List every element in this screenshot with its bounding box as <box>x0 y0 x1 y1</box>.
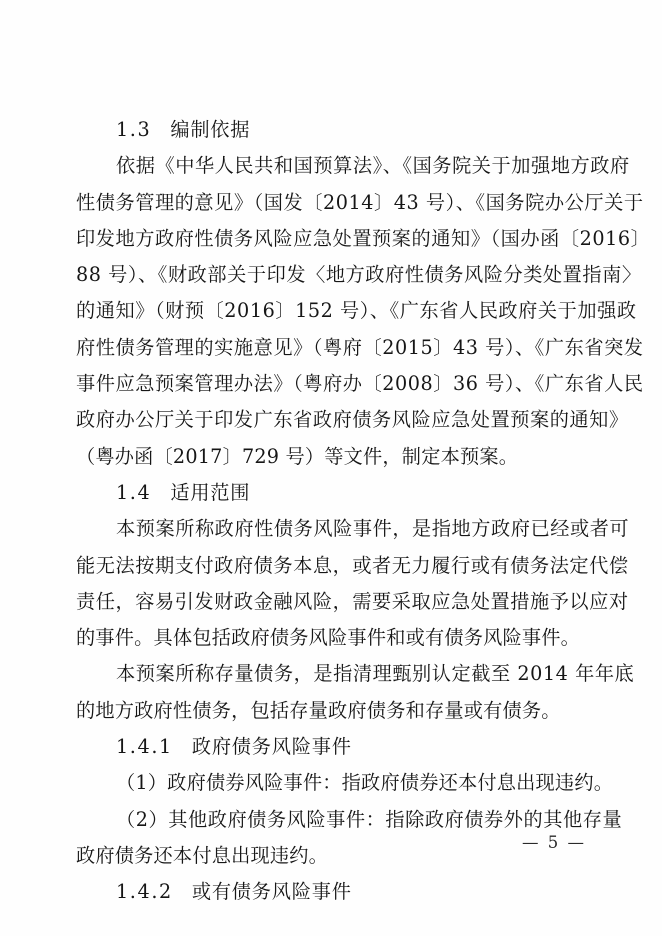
section-number: 1.4.1 <box>116 735 173 759</box>
section-title: 适用范围 <box>170 480 251 504</box>
document-text-body <box>76 112 651 911</box>
list-item-2-continuation: 政府债务还本付息出现违约。 <box>76 843 329 867</box>
section-heading-1-4-2 <box>76 874 586 910</box>
paragraph-line: 的事件。具体包括政府债务风险事件和或有债务风险事件。 <box>76 626 581 650</box>
section-title: 政府债务风险事件 <box>191 735 352 759</box>
paragraph-line: 府性债务管理的实施意见》（粤府〔2015〕43 号）、《广东省突发 <box>76 335 644 359</box>
section-number: 1.4.2 <box>116 880 173 904</box>
paragraph-line: 政府办公厅关于印发广东省政府债务风险应急处置预案的通知》 <box>76 408 629 432</box>
paragraph-line: 能无法按期支付政府债务本息，或者无力履行或有债务法定代偿 <box>76 553 629 577</box>
section-number: 1.3 <box>116 118 152 141</box>
section-heading-1-3 <box>76 112 586 148</box>
section-heading-1-4-1 <box>76 729 586 765</box>
list-item-1: （1）政府债券风险事件：指政府债券还本付息出现违约。 <box>116 771 614 795</box>
page-number: — 5 — <box>522 833 586 852</box>
paragraph-line: 88 号）、《财政部关于印发〈地方政府性债务风险分类处置指南〉 <box>76 263 642 287</box>
paragraph-line: 依据《中华人民共和国预算法》、《国务院关于加强地方政府 <box>116 154 630 178</box>
section-heading-1-4 <box>76 475 586 511</box>
section-title: 编制依据 <box>170 118 251 141</box>
section-title: 或有债务风险事件 <box>191 880 352 904</box>
section-number: 1.4 <box>116 480 152 504</box>
paragraph-line: 本预案所称政府性债务风险事件，是指地方政府已经或者可 <box>116 517 630 541</box>
list-item-2: （2）其他政府债务风险事件：指除政府债券外的其他存量 <box>116 807 623 831</box>
paragraph-line: 本预案所称存量债务，是指清理甄别认定截至 2014 年年底 <box>116 662 635 686</box>
paragraph-line: 的通知》（财预〔2016〕152 号）、《广东省人民政府关于加强政 <box>76 299 637 323</box>
paragraph-line: 印发地方政府性债务风险应急处置预案的通知》（国办函〔2016〕 <box>76 226 651 250</box>
paragraph-line: 性债务管理的意见》（国发〔2014〕43 号）、《国务院办公厅关于 <box>76 190 644 214</box>
paragraph-line: （粤办函〔2017〕729 号）等文件，制定本预案。 <box>76 444 519 468</box>
page-footer <box>0 833 662 852</box>
paragraph-line: 责任，容易引发财政金融风险，需要采取应急处置措施予以应对 <box>76 589 629 613</box>
paragraph-line: 的地方政府性债务，包括存量政府债务和存量或有债务。 <box>76 698 561 722</box>
paragraph-line: 事件应急预案管理办法》（粤府办〔2008〕36 号）、《广东省人民 <box>76 372 644 396</box>
